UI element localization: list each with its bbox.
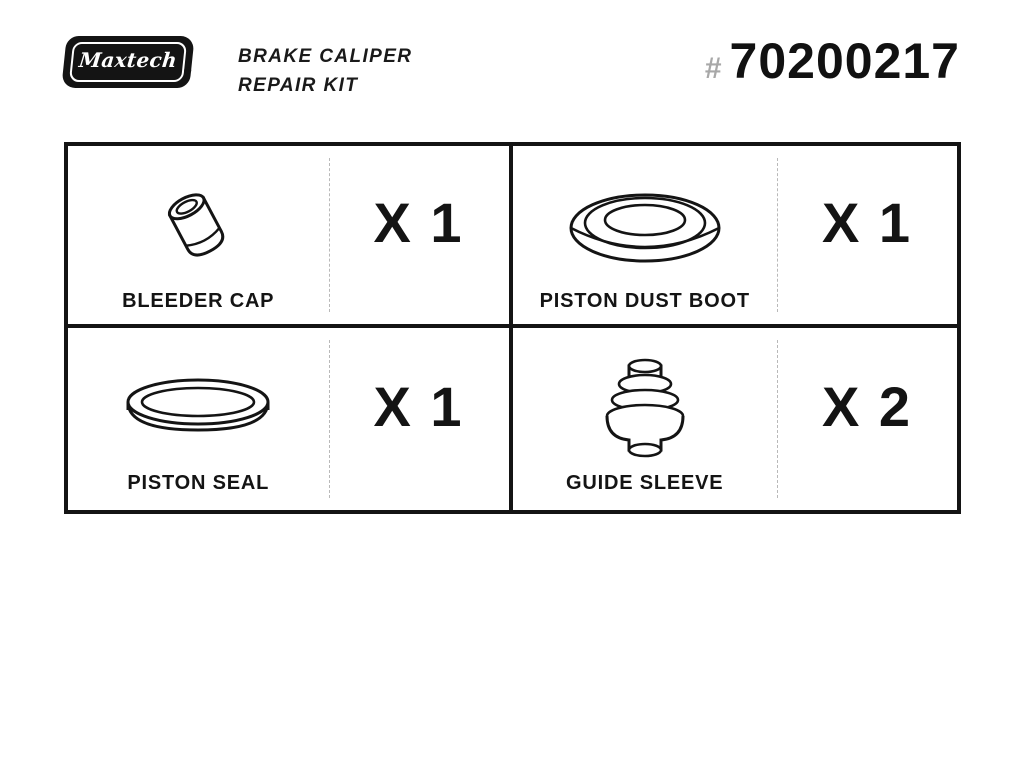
part-label: BLEEDER CAP — [122, 290, 275, 312]
part-label: PISTON SEAL — [127, 472, 270, 494]
part-illustration-block — [513, 146, 778, 324]
part-quantity: X 1 — [329, 146, 509, 324]
header — [64, 34, 960, 106]
parts-table — [64, 142, 961, 514]
registered-mark: ® — [184, 66, 192, 77]
part-illustration-block — [68, 328, 329, 510]
brand-logo — [64, 36, 204, 94]
part-illustration-block — [68, 146, 329, 324]
table-cell-piston-seal — [68, 328, 513, 510]
page-title-line-2: REPAIR KIT — [238, 75, 359, 97]
table-cell-guide-sleeve — [513, 328, 958, 510]
part-label: PISTON DUST BOOT — [539, 290, 750, 312]
guide-sleeve-icon — [589, 354, 701, 466]
bleeder-cap-icon — [143, 172, 253, 284]
brand-name: Maxtech — [77, 48, 179, 72]
part-number — [704, 33, 960, 89]
part-label: GUIDE SLEEVE — [566, 472, 724, 494]
part-illustration-block — [513, 328, 778, 510]
piston-dust-boot-icon — [561, 172, 729, 284]
page-title — [238, 42, 412, 101]
part-number-hash: # — [704, 52, 722, 85]
part-quantity: X 1 — [329, 328, 509, 510]
table-cell-piston-dust-boot — [513, 146, 958, 328]
page-title-line-1: BRAKE CALIPER — [238, 46, 413, 67]
part-quantity: X 1 — [777, 146, 957, 324]
piston-seal-icon — [114, 354, 282, 466]
part-quantity: X 2 — [777, 328, 957, 510]
part-number-value: 70200217 — [729, 33, 960, 89]
table-cell-bleeder-cap — [68, 146, 513, 328]
